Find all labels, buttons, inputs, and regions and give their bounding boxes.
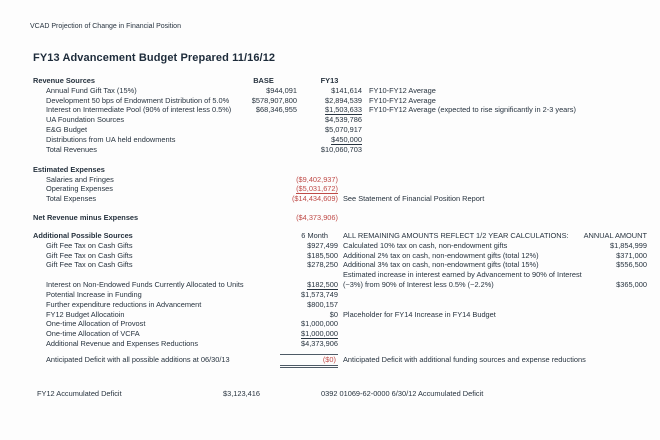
additional-sources-section	[33, 231, 647, 349]
section-heading: Revenue Sources	[33, 76, 96, 85]
cell-6month: $4,373,906	[301, 339, 338, 349]
cell-6month: $927,499	[307, 240, 338, 250]
row-label: Potential Increase in Funding	[46, 289, 142, 299]
table-row	[33, 270, 647, 280]
table-row	[33, 86, 647, 96]
expenses-section	[33, 165, 647, 204]
row-label: One-time Allocation of VCFA	[46, 329, 140, 339]
expenses-header-row	[33, 165, 647, 175]
cell-6month: $0	[329, 309, 338, 319]
table-row	[33, 260, 647, 270]
table-row	[33, 290, 647, 300]
cell-note: Placeholder for FY14 Increase in FY14 Budget	[343, 309, 496, 319]
cell-note: See Statement of Financial Position Report	[343, 194, 485, 204]
row-label: Interest on Non-Endowed Funds Currently Allocated to Units	[46, 279, 244, 289]
cell-note: FY10-FY12 Average	[369, 85, 436, 95]
cell-6month: $800,157	[307, 299, 338, 309]
doc-header: VCAD Projection of Change in Financial Position	[30, 23, 181, 30]
table-row	[33, 145, 647, 155]
row-label: Further expenditure reductions in Advancement	[46, 299, 202, 309]
row-label: Gift Fee Tax on Cash Gifts	[46, 260, 133, 270]
cell-note: Additional 3% tax on cash, non-endowment gifts (total 15%)	[343, 260, 539, 270]
cell-fy13: $5,070,917	[325, 125, 362, 135]
row-label: Interest on Intermediate Pool (90% of interest less 0.5%)	[46, 105, 232, 115]
row-label: Gift Fee Tax on Cash Gifts	[46, 240, 133, 250]
net-revenue-row	[33, 213, 647, 223]
cell-note: Anticipated Deficit with additional funding sources and expense reductions	[343, 354, 586, 364]
page-title: FY13 Advancement Budget Prepared 11/16/12	[33, 52, 276, 64]
section-heading: Estimated Expenses	[33, 164, 105, 174]
accumulated-deficit-row	[33, 389, 647, 399]
section-heading: Net Revenue minus Expenses	[33, 212, 139, 222]
row-label: Annual Fund Gift Tax (15%)	[46, 85, 137, 95]
row-label: Operating Expenses	[46, 184, 113, 194]
column-header-base: BASE	[253, 76, 274, 85]
table-row	[33, 175, 647, 185]
table-row	[33, 96, 647, 106]
cell-6month: $1,573,749	[301, 289, 338, 299]
cell-note: Calculated 10% tax on cash, non-endowment gifts	[343, 240, 508, 250]
cell-annual: $365,000	[616, 279, 647, 289]
table-row	[33, 329, 647, 339]
table-row	[33, 184, 647, 194]
table-row	[33, 310, 647, 320]
row-label: FY12 Accumulated Deficit	[37, 389, 122, 399]
row-label: UA Foundation Sources	[46, 115, 125, 125]
cell-6month: $182,500	[307, 279, 338, 289]
cell-amount: $3,123,416	[223, 389, 260, 399]
table-row	[33, 115, 647, 125]
cell-fy13: $2,894,539	[325, 95, 362, 105]
column-header-annual: ANNUAL AMOUNT	[583, 230, 647, 240]
cell-note: 0392 01069-62-0000 6/30/12 Accumulated Deficit	[321, 389, 484, 399]
row-label: Total Revenues	[46, 144, 97, 154]
cell-fy13: $141,614	[331, 85, 362, 95]
column-header-6month: 6 Month	[301, 230, 328, 240]
cell-amount: ($5,031,672)	[296, 184, 338, 194]
cell-amount: ($14,434,609)	[291, 194, 338, 204]
row-label: FY12 Budget Allocatioin	[46, 309, 125, 319]
cell-note: FY10-FY12 Average	[369, 95, 436, 105]
table-row	[33, 241, 647, 251]
table-row	[33, 319, 647, 329]
cell-base: $578,907,800	[251, 95, 297, 105]
table-row	[33, 280, 647, 290]
table-row	[33, 105, 647, 115]
column-header-note: ALL REMAINING AMOUNTS REFLECT 1/2 YEAR CALCULATIONS:	[343, 230, 569, 240]
cell-fy13: $4,539,786	[325, 115, 362, 125]
table-row	[33, 300, 647, 310]
cell-base: $68,346,955	[255, 105, 297, 115]
table-row	[33, 194, 647, 204]
table-row	[33, 125, 647, 135]
total-value: ($0)	[280, 354, 338, 369]
cell-fy13: $450,000	[331, 134, 362, 144]
table-row	[33, 135, 647, 145]
anticipated-deficit-row	[33, 354, 647, 369]
revenue-section	[33, 76, 647, 155]
cell-6month	[230, 354, 338, 369]
table-row	[33, 251, 647, 261]
cell-fy13: $10,060,703	[320, 144, 362, 154]
row-label: Gift Fee Tax on Cash Gifts	[46, 250, 133, 260]
cell-6month: $278,250	[307, 260, 338, 270]
row-label: E&G Budget	[46, 125, 88, 135]
row-label: One-time Allocation of Provost	[46, 319, 146, 329]
row-label: Anticipated Deficit with all possible additions at 06/30/13	[46, 354, 230, 364]
cell-note: Additional 2% tax on cash, non-endowment gifts (total 12%)	[343, 250, 539, 260]
row-label: Distributions from UA held endowments	[46, 134, 176, 144]
additional-header-row	[33, 231, 647, 241]
row-label: Total Expenses	[46, 194, 97, 204]
cell-note: FY10-FY12 Average (expected to rise significantly in 2-3 years)	[369, 105, 576, 115]
cell-amount: ($4,373,906)	[296, 212, 338, 222]
revenue-header-row	[33, 76, 647, 86]
row-label: Additional Revenue and Expenses Reductions	[46, 339, 199, 349]
cell-annual: $371,000	[616, 250, 647, 260]
row-label: Salaries and Fringes	[46, 174, 114, 184]
table-row	[33, 339, 647, 349]
cell-6month: $185,500	[307, 250, 338, 260]
cell-amount: ($9,402,937)	[296, 174, 338, 184]
column-header-fy13: FY13	[320, 76, 339, 85]
row-label: Development 50 bps of Endowment Distribution of 5.0%	[46, 95, 230, 105]
cell-6month: $1,000,000	[301, 329, 338, 339]
cell-6month: $1,000,000	[301, 319, 338, 329]
cell-fy13: $1,503,633	[325, 105, 362, 115]
cell-note: (~3%) from 90% of Interest less 0.5% (~2.2%)	[343, 279, 494, 289]
cell-annual: $1,854,999	[610, 240, 647, 250]
cell-note: Estimated increase in interest earned by Advancement to 90% of Interest	[343, 270, 582, 280]
section-heading: Additional Possible Sources	[33, 230, 133, 240]
cell-annual: $556,500	[616, 260, 647, 270]
cell-base: $944,091	[266, 85, 297, 95]
